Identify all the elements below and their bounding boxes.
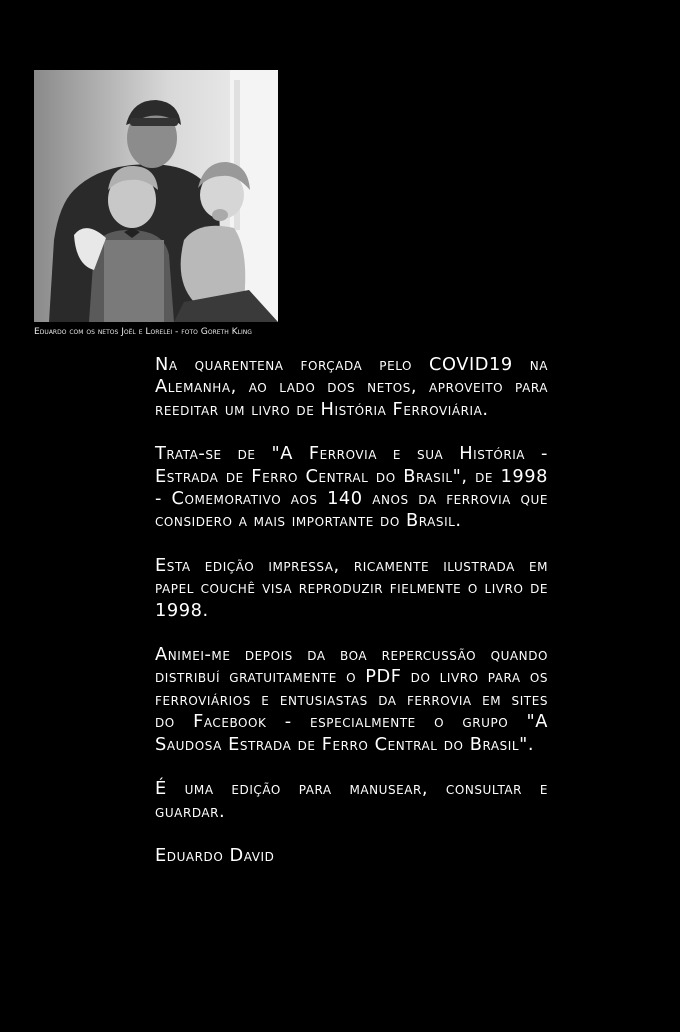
- author-signature: Eduardo David: [155, 844, 275, 866]
- paragraph-3: Esta edição impressa, ricamente ilustrada em papel couchê visa reproduzir fielmente o livro de 1998.: [155, 554, 548, 621]
- paragraph-2: Trata-se de "A Ferrovia e sua História - Estrada de Ferro Central do Brasil", de 1998 - Comemorativo aos 140 anos da ferrovia que considero a mais importante do Brasil.: [155, 443, 548, 532]
- family-photo: [34, 70, 278, 322]
- paragraph-5: É uma edição para manusear, consultar e guardar.: [155, 778, 548, 822]
- paragraph-1: Na quarentena forçada pelo COVID19 na Alemanha, ao lado dos netos, aproveito para reeditar um livro de História Ferroviária.: [155, 354, 548, 420]
- paragraph-4: Animei-me depois da boa repercussão quando distribuí gratuitamente o PDF do livro para os ferroviários e entusiastas da ferrovia em sites do Facebook - especialmente o grupo "A Saudosa Estrada de Ferro Central do Brasil".: [155, 644, 548, 755]
- photo-caption: Eduardo com os netos Joël e Lorelei - foto Goreth Kling: [34, 326, 252, 337]
- family-photo-illustration: [34, 70, 278, 322]
- body-text: [155, 354, 548, 889]
